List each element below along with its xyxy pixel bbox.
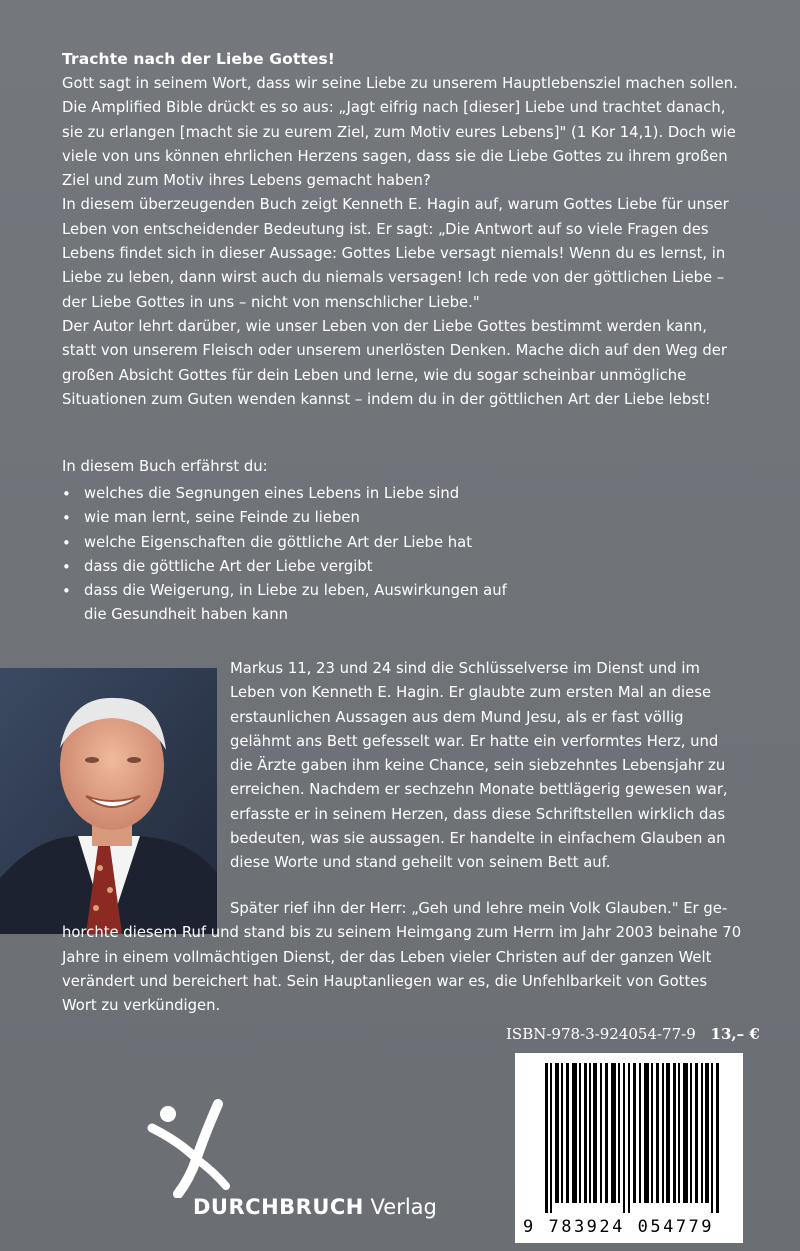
barcode (515, 1053, 743, 1243)
list-item: • wie man lernt, seine Feinde zu lieben (62, 506, 532, 530)
list-intro: In diesem Buch erfährst du: (62, 458, 268, 475)
publisher-brand: DURCHBRUCH (193, 1195, 364, 1219)
list-item: • dass die Weigerung, in Liebe zu leben, Auswirkungen auf die Gesundheit haben kann (62, 579, 532, 628)
list-item: • welches die Segnungen eines Lebens in Liebe sind (62, 482, 532, 506)
intro-paragraph-2: In diesem überzeugenden Buch zeigt Kenneth E. Hagin auf, warum Gottes Liebe für unser Leben von entscheidender Bedeutung ist. Er sagt: „Die Antwort auf so viele Fragen des Lebens findet sich in dieser Aussage: Gottes Liebe versagt niemals! Wenn du es lernst, in Liebe zu leben, dann wirst auch du niemals versagen! Ich rede von der göttlichen Liebe – der Liebe Gottes in uns – nicht von menschlicher Liebe." (62, 196, 729, 311)
benefits-list (62, 482, 532, 628)
author-bio-paragraph-1: Markus 11, 23 und 24 sind die Schlüsselverse im Dienst und im Leben von Kenneth E. Hagin. Er glaubte zum ersten Mal an diese erstaunlichen Aussagen aus dem Mund Jesu, als er fast völlig gelähmt ans Bett gefesselt war. Er hatte ein verformtes Herz, und die Ärzte gaben ihm keine Chance, sein siebzehntes Lebensjahr zu erreichen. Nachdem er sechzehn Monate bettlägerig gewesen war, erfasste er in seinem Herzen, dass diese Schriftstellen wirklich das bedeuten, was sie aussagen. Er handelte in einfachem Glauben an diese Worte und stand geheilt von seinem Bett auf. (230, 660, 728, 872)
author-bio-paragraph-2 (62, 897, 746, 1018)
intro-paragraph-3: Der Autor lehrt darüber, wie unser Leben von der Liebe Gottes bestimmt werden kann, statt von unserem Fleisch oder unserem unerlösten Denken. Mache dich auf den Weg der großen Absicht Gottes für dein Leben und lerne, wie du sogar scheinbar unmögliche Situationen zum Guten wenden kannst – indem du in der göttlichen Art der Liebe lebst! (62, 317, 727, 408)
isbn-price (506, 1025, 760, 1043)
durchbruch-logo-icon (140, 1098, 250, 1198)
author-photo (0, 668, 217, 934)
list-item: • dass die göttliche Art der Liebe vergibt (62, 555, 532, 579)
bio-paragraph-2-start: Später rief ihn der Herr: „Geh und lehre mein Volk Glauben." Er ge- (230, 900, 728, 917)
publisher-suffix: Verlag (370, 1195, 437, 1219)
bio-paragraph-2-rest: horchte diesem Ruf und stand bis zu seinem Heimgang zum Herrn im Jahr 2003 beinahe 70 Jahre in einem vollmächtigen Dienst, der das Leben vieler Christen auf der ganzen Welt verändert und bereichert hat. Sein Hauptanliegen war es, die Unfehlbarkeit von Gottes Wort zu verkündigen. (62, 924, 742, 1015)
back-cover-title: Trachte nach der Liebe Gottes! (62, 50, 335, 68)
barcode-digits: 9 783924 054779 (523, 1217, 715, 1237)
list-item: • welche Eigenschaften die göttliche Art der Liebe hat (62, 531, 532, 555)
intro-text (62, 72, 744, 412)
isbn-number: ISBN-978-3-924054-77-9 (506, 1025, 696, 1043)
barcode-bars (515, 1053, 743, 1243)
publisher-name (193, 1195, 437, 1219)
author-portrait-image (0, 668, 217, 934)
intro-paragraph-1: Gott sagt in seinem Wort, dass wir seine Liebe zu unserem Hauptlebensziel machen sollen. Die Amplified Bible drückt es so aus: „Jagt eifrig nach [dieser] Liebe und trachtet danach, sie zu erlangen [macht sie zu eurem Ziel, zum Motiv eures Lebens]" (1 Kor 14,1). Doch wie viele von uns können ehrlichen Herzens sagen, dass sie die Liebe Gottes zu ihrem großen Ziel und zum Motiv ihres Lebens gemacht haben? (62, 75, 738, 190)
price: 13,– € (710, 1025, 760, 1043)
